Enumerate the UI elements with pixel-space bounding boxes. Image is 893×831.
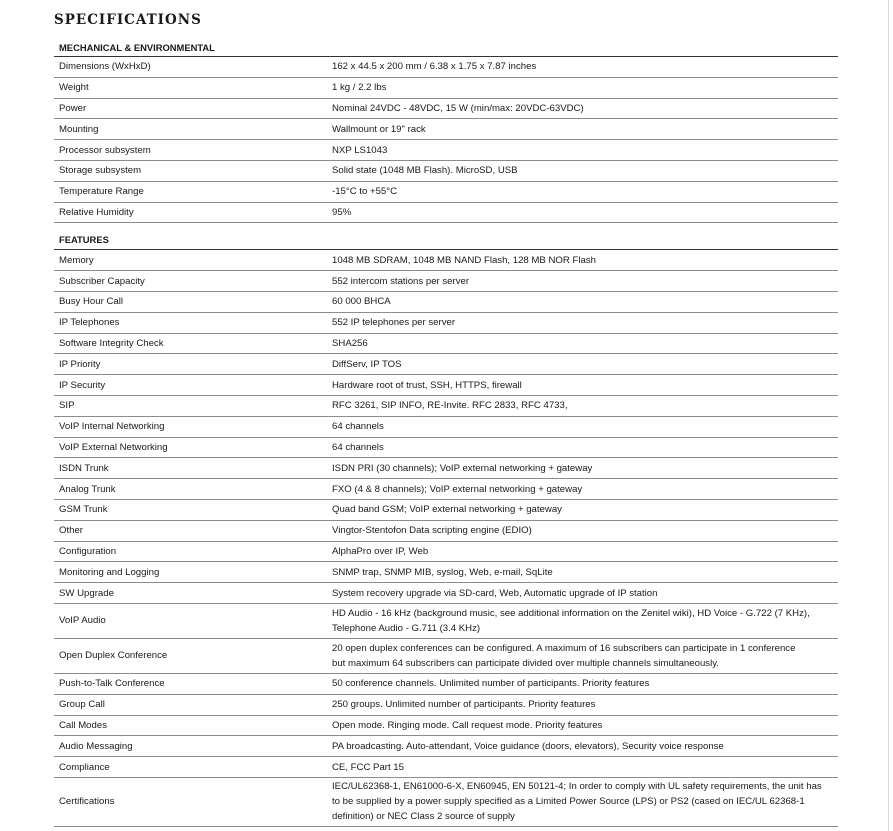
spec-row (54, 715, 838, 736)
spec-row (54, 271, 838, 292)
spec-value-line: 20 open duplex conferences can be configured. A maximum of 16 subscribers can participate in 1 conference (332, 642, 796, 654)
spec-label: VoIP Audio (54, 603, 332, 638)
spec-row (54, 562, 838, 583)
spec-label: VoIP External Networking (54, 437, 332, 458)
spec-value: 95% (332, 202, 838, 223)
spec-label: Other (54, 520, 332, 541)
spec-value: 250 groups. Unlimited number of participants. Priority features (332, 694, 838, 715)
spec-row (54, 777, 838, 826)
spec-value: RFC 3261, SIP INFO, RE-Invite. RFC 2833, RFC 4733, (332, 395, 838, 416)
spec-row (54, 757, 838, 778)
spec-value: 552 intercom stations per server (332, 271, 838, 292)
spec-label: SIP (54, 395, 332, 416)
spec-value-line: HD Audio - 16 kHz (background music, see additional information on the Zenitel wiki), HD Voice - G.722 (7 KHz), (332, 607, 810, 619)
spec-label: Push-to-Talk Conference (54, 673, 332, 694)
spec-label: VoIP Internal Networking (54, 416, 332, 437)
spec-value: 162 x 44.5 x 200 mm / 6.38 x 1.75 x 7.87 inches (332, 57, 838, 78)
spec-label: Temperature Range (54, 181, 332, 202)
spec-value: CE, FCC Part 15 (332, 757, 838, 778)
specifications-table (54, 38, 838, 827)
spec-value: DiffServ, IP TOS (332, 354, 838, 375)
spec-row (54, 416, 838, 437)
spec-label: Busy Hour Call (54, 291, 332, 312)
spec-row (54, 583, 838, 604)
spec-row (54, 291, 838, 312)
spec-label: Power (54, 98, 332, 119)
spec-value-line: definition) or NEC Class 2 source of supply (332, 811, 515, 823)
spec-value: System recovery upgrade via SD-card, Web, Automatic upgrade of IP station (332, 583, 838, 604)
spec-label: Memory (54, 250, 332, 271)
spec-row (54, 673, 838, 694)
spec-row (54, 98, 838, 119)
spec-value: ISDN PRI (30 channels); VoIP external networking + gateway (332, 458, 838, 479)
spec-value-line: to be supplied by a power supply specified as a Limited Power Source (LPS) or PS2 (cased on IEC/UL 62368-1 (332, 796, 805, 808)
spec-label: IP Priority (54, 354, 332, 375)
spec-label: Mounting (54, 119, 332, 140)
spec-value: NXP LS1043 (332, 140, 838, 161)
spec-row (54, 638, 838, 673)
spec-row (54, 479, 838, 500)
spec-value: Open mode. Ringing mode. Call request mode. Priority features (332, 715, 838, 736)
spec-label: Subscriber Capacity (54, 271, 332, 292)
spec-row (54, 57, 838, 78)
spec-label: Group Call (54, 694, 332, 715)
spec-label: Call Modes (54, 715, 332, 736)
spec-row (54, 603, 838, 638)
spec-row (54, 541, 838, 562)
spec-row (54, 375, 838, 396)
spec-value: 50 conference channels. Unlimited number of participants. Priority features (332, 673, 838, 694)
spec-label: ISDN Trunk (54, 458, 332, 479)
spec-value: 60 000 BHCA (332, 291, 838, 312)
spec-value: SNMP trap, SNMP MIB, syslog, Web, e-mail, SqLite (332, 562, 838, 583)
spec-value (332, 603, 838, 638)
spec-value: 64 channels (332, 437, 838, 458)
spec-label: Analog Trunk (54, 479, 332, 500)
spec-value: Vingtor-Stentofon Data scripting engine (EDIO) (332, 520, 838, 541)
spec-row (54, 312, 838, 333)
spec-row (54, 458, 838, 479)
spec-label: Compliance (54, 757, 332, 778)
spec-value: 552 IP telephones per server (332, 312, 838, 333)
spec-label: Processor subsystem (54, 140, 332, 161)
spec-label: GSM Trunk (54, 499, 332, 520)
spec-row (54, 520, 838, 541)
spec-row (54, 77, 838, 98)
spec-value: 1048 MB SDRAM, 1048 MB NAND Flash, 128 MB NOR Flash (332, 250, 838, 271)
spec-row (54, 140, 838, 161)
spec-row (54, 250, 838, 271)
spec-value (332, 638, 838, 673)
section-heading-row (54, 38, 838, 57)
spec-label: Storage subsystem (54, 160, 332, 181)
spec-value (332, 777, 838, 826)
spec-row (54, 119, 838, 140)
spec-label: Monitoring and Logging (54, 562, 332, 583)
section-heading-row (54, 223, 838, 250)
spec-label: Open Duplex Conference (54, 638, 332, 673)
specifications-table-body (54, 38, 838, 826)
spec-value: Hardware root of trust, SSH, HTTPS, firewall (332, 375, 838, 396)
spec-row (54, 333, 838, 354)
spec-value-line: IEC/UL62368-1, EN61000-6-X, EN60945, EN 50121-4; In order to comply with UL safety requirements, the unit has (332, 781, 822, 793)
spec-value: SHA256 (332, 333, 838, 354)
spec-value: 1 kg / 2.2 lbs (332, 77, 838, 98)
spec-value: Wallmount or 19" rack (332, 119, 838, 140)
spec-label: IP Security (54, 375, 332, 396)
spec-value-line: but maximum 64 subscribers can participate divided over multiple channels simultaneously. (332, 657, 719, 669)
spec-value: Quad band GSM; VoIP external networking + gateway (332, 499, 838, 520)
spec-value: PA broadcasting. Auto-attendant, Voice guidance (doors, elevators), Security voice response (332, 736, 838, 757)
section-heading: FEATURES (54, 223, 838, 250)
spec-row (54, 694, 838, 715)
spec-row (54, 354, 838, 375)
spec-label: Relative Humidity (54, 202, 332, 223)
spec-label: Certifications (54, 777, 332, 826)
section-heading: MECHANICAL & ENVIRONMENTAL (54, 38, 838, 57)
spec-value: AlphaPro over IP, Web (332, 541, 838, 562)
spec-label: Software Integrity Check (54, 333, 332, 354)
spec-label: Audio Messaging (54, 736, 332, 757)
spec-value: Solid state (1048 MB Flash). MicroSD, USB (332, 160, 838, 181)
spec-row (54, 499, 838, 520)
spec-row (54, 395, 838, 416)
spec-row (54, 202, 838, 223)
spec-value: FXO (4 & 8 channels); VoIP external networking + gateway (332, 479, 838, 500)
spec-label: Dimensions (WxHxD) (54, 57, 332, 78)
spec-value-line: Telephone Audio - G.711 (3.4 KHz) (332, 622, 481, 634)
spec-row (54, 160, 838, 181)
spec-value: -15°C to +55°C (332, 181, 838, 202)
spec-row (54, 181, 838, 202)
spec-value: Nominal 24VDC - 48VDC, 15 W (min/max: 20VDC-63VDC) (332, 98, 838, 119)
spec-label: IP Telephones (54, 312, 332, 333)
spec-value: 64 channels (332, 416, 838, 437)
spec-row (54, 437, 838, 458)
spec-label: SW Upgrade (54, 583, 332, 604)
spec-label: Weight (54, 77, 332, 98)
page-title: SPECIFICATIONS (54, 12, 202, 28)
page-right-border (888, 0, 889, 831)
spec-label: Configuration (54, 541, 332, 562)
spec-row (54, 736, 838, 757)
